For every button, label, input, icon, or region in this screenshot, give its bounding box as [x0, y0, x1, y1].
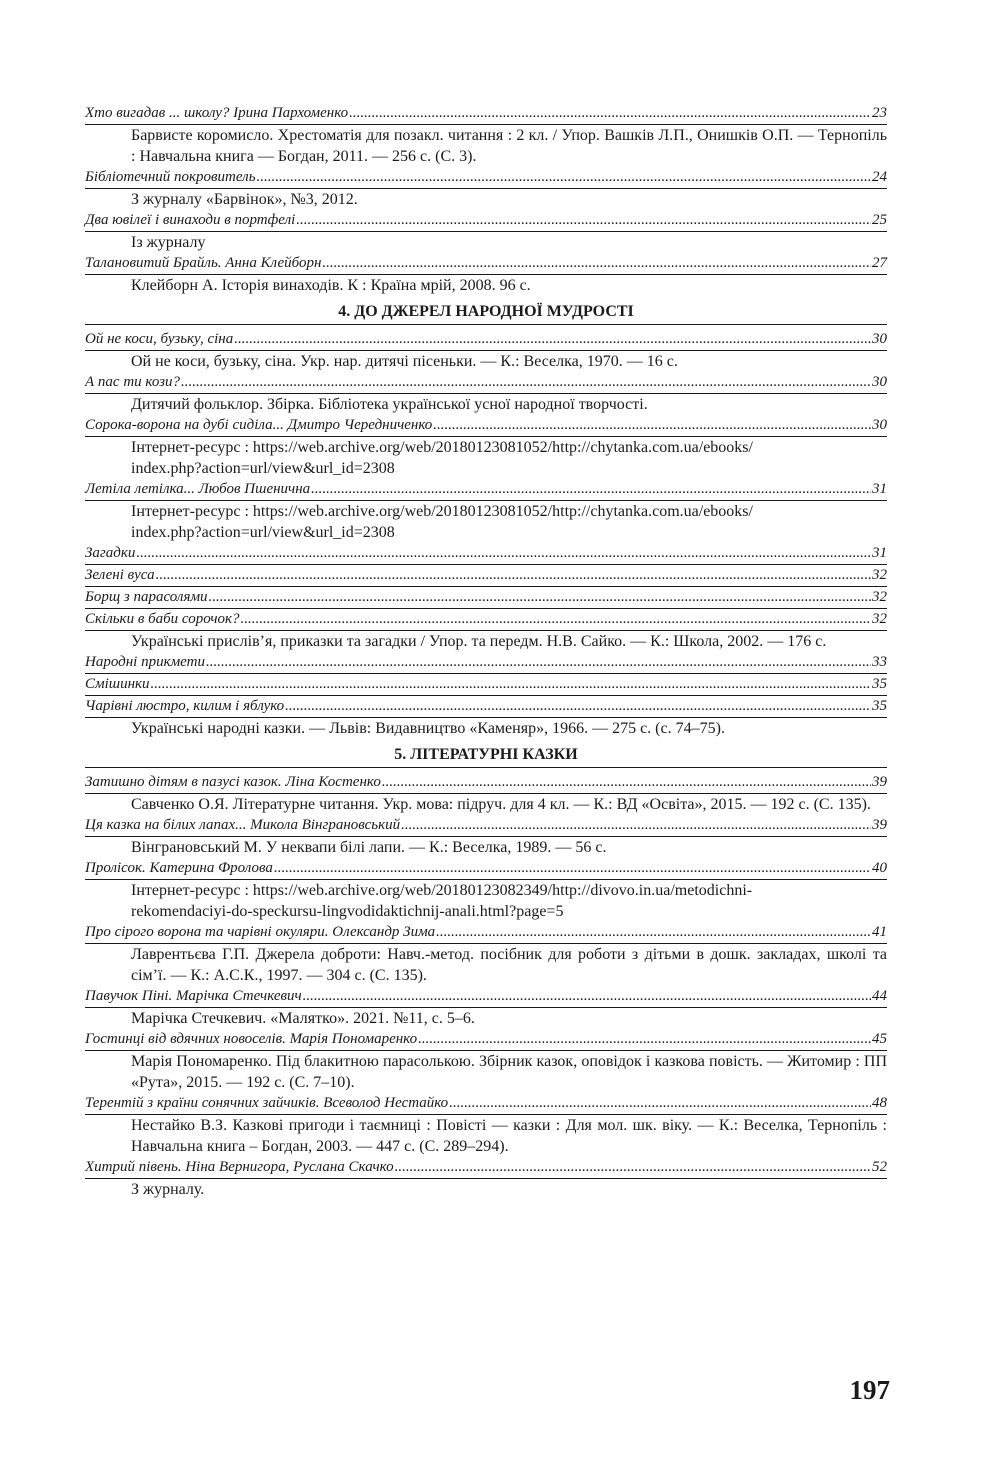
toc-entry-line: [85, 609, 887, 631]
toc-entry: [85, 167, 887, 210]
toc-entry-line: [85, 922, 887, 944]
source-citation: Лаврентьєва Г.П. Джерела доброти: Навч.-метод. посібник для роботи з дітьми в дошк. закладах, школі та сім’ї. — К.: А.С.К., 1997. — 304 с. (С. 135).: [131, 946, 887, 984]
toc-entry: [85, 674, 887, 696]
toc-entry: [85, 986, 887, 1029]
toc-entry-page: 32: [872, 589, 887, 605]
toc-entry-page: 32: [872, 567, 887, 583]
toc-entry-page: 31: [872, 481, 887, 497]
dot-leader: [209, 587, 871, 608]
toc-entry-title: Загадки: [85, 545, 136, 561]
toc-entry-line: [85, 858, 887, 880]
dot-leader: [296, 210, 871, 231]
toc-entry-page: 30: [872, 331, 887, 347]
dot-leader: [285, 696, 871, 717]
toc-entry-page: 35: [872, 698, 887, 714]
toc-entry-page: 52: [872, 1159, 887, 1175]
table-of-contents: [85, 103, 887, 1200]
source-citation: Інтернет-ресурс : https://web.archive.org/web/20180123082349/http://divovo.in.ua/metodichni- rekomendaciyi-do-speckursu-lingvodidaktichnij-anali.html?page=5: [131, 882, 753, 920]
dot-leader: [436, 922, 871, 943]
toc-entry-line: [85, 674, 887, 696]
toc-entry-page: 33: [872, 654, 887, 670]
toc-entry: [85, 253, 887, 296]
toc-entry: [85, 609, 887, 652]
source-citation: З журналу «Барвінок», №3, 2012.: [131, 191, 358, 208]
toc-entry-line: [85, 210, 887, 232]
toc-entry-page: 24: [872, 169, 887, 185]
toc-entry: [85, 922, 887, 986]
toc-entry-page: 30: [872, 374, 887, 390]
toc-entry-title: А пас ти кози?: [85, 374, 181, 390]
toc-entry-title: Сорока-ворона на дубі сиділа... Дмитро Чередниченко: [85, 417, 433, 433]
toc-entry-line: [85, 372, 887, 394]
source-citation: Інтернет-ресурс : https://web.archive.org/web/20180123081052/http://chytanka.com.ua/ebooks/ index.php?action=url/view&url_id=2308: [131, 439, 753, 477]
dot-leader: [151, 674, 871, 695]
toc-entry-title: Терентій з країни сонячних зайчиків. Всеволод Нестайко: [85, 1095, 449, 1111]
toc-entry-title: Ой не коси, бузьку, сіна: [85, 331, 234, 347]
toc-entry: [85, 652, 887, 674]
toc-entry-title: Хто вигадав ... школу? Ірина Пархоменко: [85, 105, 349, 121]
source-citation: Інтернет-ресурс : https://web.archive.org/web/20180123081052/http://chytanka.com.ua/ebooks/ index.php?action=url/view&url_id=2308: [131, 503, 753, 541]
toc-entry-title: Борщ з парасолями: [85, 589, 208, 605]
source-citation: Із журналу: [131, 234, 206, 251]
toc-entry-page: 35: [872, 676, 887, 692]
toc-entry-page: 48: [872, 1095, 887, 1111]
toc-entry-line: [85, 253, 887, 275]
source-citation: Дитячий фольклор. Збірка. Бібліотека української усної народної творчості.: [131, 396, 648, 413]
source-citation: Савченко О.Я. Літературне читання. Укр. мова: підруч. для 4 кл. — К.: ВД «Освіта», 2015. — 192 с. (С. 135).: [131, 796, 871, 813]
toc-entry-page: 31: [872, 545, 887, 561]
toc-entry: [85, 1029, 887, 1093]
toc-entry-line: [85, 652, 887, 674]
toc-entry-page: 25: [872, 212, 887, 228]
toc-entry-line: [85, 772, 887, 794]
dot-leader: [322, 253, 871, 274]
toc-entry: [85, 858, 887, 922]
dot-leader: [311, 479, 871, 500]
toc-entry-page: 45: [872, 1031, 887, 1047]
source-citation: Клейборн А. Історія винаходів. К : Країна мрій, 2008. 96 с.: [131, 277, 531, 294]
toc-entry: [85, 1093, 887, 1157]
dot-leader: [156, 565, 871, 586]
dot-leader: [206, 652, 871, 673]
toc-entry: [85, 587, 887, 609]
source-citation: Барвисте коромисло. Хрестоматія для позакл. читання : 2 кл. / Упор. Вашків Л.П., Онишків О.П. — Тернопіль : Навчальна книга — Богдан, 2011. — 256 с. (С. 3).: [131, 127, 887, 165]
toc-entry-title: Хитрий півень. Ніна Вернигора, Руслана Скачко: [85, 1159, 394, 1175]
toc-entry-title: Летіла летілка... Любов Пшенична: [85, 481, 311, 497]
toc-entry-line: [85, 479, 887, 501]
dot-leader: [418, 1029, 871, 1050]
source-citation: Українські прислів’я, приказки та загадки / Упор. та передм. Н.В. Сайко. — К.: Школа, 2002. — 176 с.: [131, 633, 827, 650]
toc-entry-title: Про сірого ворона та чарівні окуляри. Олександр Зима: [85, 924, 436, 940]
dot-leader: [234, 329, 871, 350]
toc-entry-line: [85, 1029, 887, 1051]
dot-leader: [449, 1093, 871, 1114]
toc-entry: [85, 210, 887, 253]
toc-entry: [85, 103, 887, 167]
toc-entry-line: [85, 986, 887, 1008]
source-citation: Ой не коси, бузьку, сіна. Укр. нар. дитячі пісеньки. — К.: Веселка, 1970. — 16 с.: [131, 353, 678, 370]
dot-leader: [382, 772, 871, 793]
toc-entry-page: 44: [872, 988, 887, 1004]
toc-entry-page: 39: [872, 817, 887, 833]
dot-leader: [181, 372, 871, 393]
toc-entry: [85, 543, 887, 565]
toc-entry-title: Народні прикмети: [85, 654, 205, 670]
dot-leader: [136, 543, 871, 564]
toc-entry: [85, 696, 887, 739]
toc-entry-line: [85, 415, 887, 437]
toc-entry-page: 23: [872, 105, 887, 121]
toc-entry: [85, 815, 887, 858]
dot-leader: [257, 167, 871, 188]
dot-leader: [349, 103, 871, 124]
toc-entry: [85, 372, 887, 415]
toc-entry-title: Павучок Піні. Марічка Стечкевич: [85, 988, 302, 1004]
toc-entry-title: Бібліотечний покровитель: [85, 169, 256, 185]
toc-entry-title: Два ювілеї і винаходи в портфелі: [85, 212, 296, 228]
toc-entry-line: [85, 565, 887, 587]
toc-entry: [85, 479, 887, 543]
toc-entry-line: [85, 329, 887, 351]
toc-entry: [85, 415, 887, 479]
toc-entry-line: [85, 1093, 887, 1115]
source-citation: З журналу.: [131, 1181, 205, 1198]
toc-entry-line: [85, 815, 887, 837]
toc-entry-title: Затишно дітям в пазусі казок. Ліна Костенко: [85, 774, 381, 790]
toc-entry-title: Ця казка на білих лапах... Микола Вінграновський: [85, 817, 401, 833]
toc-entry-page: 40: [872, 860, 887, 876]
dot-leader: [241, 609, 872, 630]
toc-entry-title: Чарівні люстро, килим і яблуко: [85, 698, 285, 714]
toc-entry-page: 41: [872, 924, 887, 940]
dot-leader: [395, 1157, 871, 1178]
toc-entry: [85, 329, 887, 372]
toc-entry-line: [85, 103, 887, 125]
toc-entry-page: 30: [872, 417, 887, 433]
toc-entry: [85, 565, 887, 587]
dot-leader: [303, 986, 871, 1007]
source-citation: Вінграновський М. У неквапи білі лапи. — К.: Веселка, 1989. — 56 с.: [131, 839, 607, 856]
toc-entry-title: Гостинці від вдячних новоселів. Марія Пономаренко: [85, 1031, 418, 1047]
source-citation: Українські народні казки. — Львів: Видавництво «Каменяр», 1966. — 275 с. (с. 74–75).: [131, 720, 725, 737]
dot-leader: [274, 858, 871, 879]
toc-entry-title: Смішинки: [85, 676, 150, 692]
section-heading: 5. ЛІТЕРАТУРНІ КАЗКИ: [85, 744, 887, 768]
toc-entry-line: [85, 543, 887, 565]
toc-entry-line: [85, 696, 887, 718]
toc-entry-title: Зелені вуса: [85, 567, 155, 583]
source-citation: Марія Пономаренко. Під блакитною парасолькою. Збірник казок, оповідок і казкова повість. — Житомир : ПП «Рута», 2015. — 192 с. (С. 7–10).: [131, 1053, 887, 1091]
toc-entry-page: 27: [872, 255, 887, 271]
toc-entry-line: [85, 167, 887, 189]
toc-entry-page: 32: [872, 611, 887, 627]
toc-entry-line: [85, 587, 887, 609]
source-citation: Нестайко В.З. Казкові пригоди і таємниці : Повісті — казки : Для мол. шк. віку. — К.: Веселка, Тернопіль : Навчальна книга – Богдан, 2003. — 447 с. (С. 289–294).: [131, 1117, 887, 1155]
source-citation: Марічка Стечкевич. «Малятко». 2021. №11, с. 5–6.: [131, 1010, 475, 1027]
toc-entry-title: Пролісок. Катерина Фролова: [85, 860, 273, 876]
toc-entry: [85, 772, 887, 815]
section-heading: 4. ДО ДЖЕРЕЛ НАРОДНОЇ МУДРОСТІ: [85, 301, 887, 325]
toc-entry-line: [85, 1157, 887, 1179]
dot-leader: [401, 815, 871, 836]
toc-entry-page: 39: [872, 774, 887, 790]
toc-entry-title: Скільки в баби сорочок?: [85, 611, 240, 627]
toc-entry-title: Талановитий Брайль. Анна Клейборн: [85, 255, 322, 271]
toc-entry: [85, 1157, 887, 1200]
page-number: 197: [849, 1375, 890, 1405]
dot-leader: [433, 415, 871, 436]
